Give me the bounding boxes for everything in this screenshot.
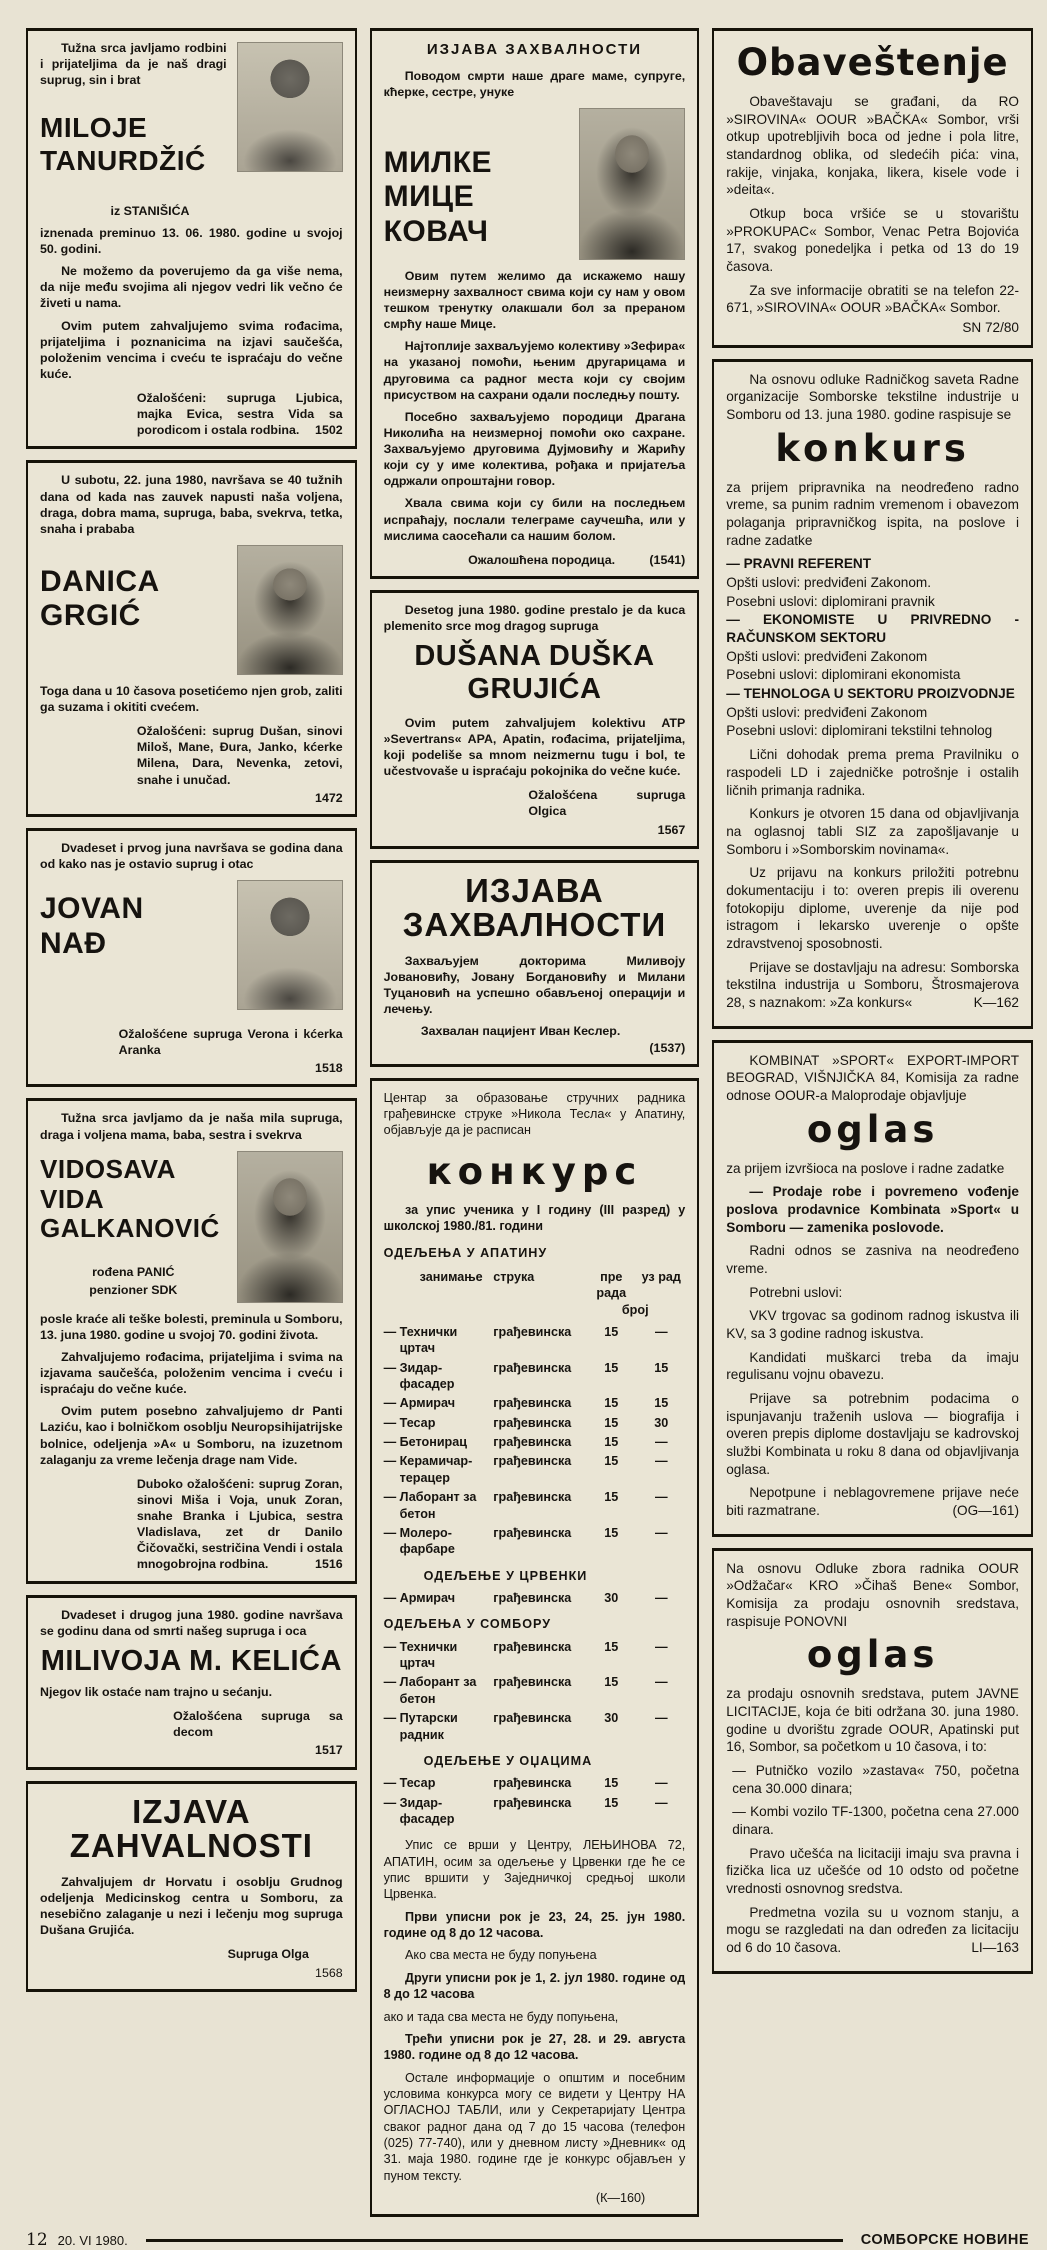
notice-title: Obaveštenje xyxy=(736,41,1009,84)
auction-item: — Putničko vozilo »zastava« 750, početna cena 30.000 dinara; xyxy=(732,1763,1019,1796)
obituary-text: posle kraće ali teške bolesti, preminula u Somboru, 13. juna 1980. godine u svojoj 70. godini života. xyxy=(40,1311,343,1342)
mourners-signature: Ožalošćeni: suprug Dušan, sinovi Miloš, Mane, Đura, Janko, kćerke Milena, Dara, Nevenka, zetovi, snahe i unučad. xyxy=(136,724,343,787)
table-row: — Технички цртач грађевинска 15 — xyxy=(383,1324,668,1356)
ad-text: Uz prijavu na konkurs priložiti potrebnu dokumentaciju i to: overen prepis ili overenu fotokopiju diplome, uverenje da nije pod istragom i lekarsko uverenje o opšte zdravstvenoj sposobnosti. xyxy=(726,865,1019,951)
job-ad-kombinat-sport xyxy=(712,1040,1033,1537)
ad-text: VKV trgovac sa godinom radnog iskustva ili KV, sa 3 godine radnog iskustva. xyxy=(726,1308,1019,1341)
ad-text: Ако сва места не буду попуњена xyxy=(405,1948,597,1963)
ad-text: Nepotpune i neblagovremene prijave neće biti razmatrane. (OG—161) xyxy=(726,1485,1019,1518)
ad-text: Остале информације о општим и посебним условима конкурса могу се видети у Центру НА ОГЛАСНОЈ ТАБЛИ, или у Секретаријату Центра сваког радног дана од 7 до 15 часова (телефон (025) 77-740), или у дневном листу »Дневник« од 31. маја 1980. године где је конкурс објављен у пуном тексту. xyxy=(383,2070,686,2183)
table-row: — Керамичар-терацер грађевинска 15 — xyxy=(383,1454,668,1485)
table-sombor xyxy=(384,1639,686,1743)
job-conditions: Opšti uslovi: predviđeni Zakonom xyxy=(726,704,928,720)
obituary-vidosava-galkanovic xyxy=(26,1098,357,1583)
auction-item: — Kombi vozilo TF-1300, početna cena 27.000 dinara. xyxy=(732,1804,1019,1838)
issue-date: 20. VI 1980. xyxy=(57,2232,128,2248)
ad-number: SN 72/80 xyxy=(962,320,1019,336)
origin-line: iz STANIŠIĆA xyxy=(110,203,190,218)
statement-text: Хвала свима који су били на последњем испраћају, послали телеграме саучешћа, или у мислима саосећали са нашим болом. xyxy=(383,496,686,543)
section-heading-odzaci: ОДЕЉЕЊЕ У ОЏАЦИМА xyxy=(423,1753,593,1768)
col-header-with-work: уз рад xyxy=(641,1269,681,1284)
ad-text: Kandidati muškarci treba da imaju regulisanu vojnu obavezu. xyxy=(726,1349,1019,1383)
ad-number: (OG—161) xyxy=(952,1503,1019,1518)
newspaper-name: СОМБОРСКЕ НОВИНЕ xyxy=(860,2232,1029,2249)
ad-text-bold: Трећи уписни рок је 27, 28. и 29. августа 1980. године од 8 до 12 часова. xyxy=(383,2031,686,2063)
ad-text-bold: Други уписни рок је 1, 2. јул 1980. године од 8 до 12 часова xyxy=(383,1970,686,2002)
obituary-intro: Dvadeset i drugog juna 1980. godine navršava se godinu dana od smrti našeg supruga i oca xyxy=(40,1607,343,1638)
obituary-jovan-nadj xyxy=(26,828,357,1088)
portrait-photo-milka xyxy=(579,108,685,260)
table-row: — Зидар-фасадер грађевинска 15 15 xyxy=(383,1360,669,1392)
table-row: — Лаборант за бетон грађевинска 15 — xyxy=(383,1490,668,1521)
job-conditions: Opšti uslovi: predviđeni Zakonom xyxy=(726,648,928,664)
ad-text: Predmetna vozila su u voznom stanju, a mogu se razgledati na dan određen za licitaciju od 6 do 10 časova. LI—163 xyxy=(726,1904,1019,1956)
job-competition-textile xyxy=(712,359,1033,1029)
notice-text: Obaveštavaju se građani, da RO »SIROVINA« OOUR »BAČKA« Sombor, vrši otkup upotrebljivih boca od jedne i pola litre, standardnog oblika, od sledećih pića: vina, rakije, vinjaka, konjaka, likera, kisele vode i »deita«. xyxy=(726,94,1019,198)
obituary-text: Ovim putem posebno zahvaljujemo dr Panti Laziću, kao i bolničkom osoblju Neuropsihijatrijske bolnice, odeljenja »A« u Somboru, na izuzetnom zalaganju za vreme lečenja drage nam Vide. xyxy=(40,1404,343,1467)
table-row: — Бетонирац грађевинска 15 — xyxy=(383,1435,668,1450)
section-heading-crvenka: ОДЕЉЕЊЕ У ЦРВЕНКИ xyxy=(423,1568,588,1583)
ad-number: (1537) xyxy=(649,1040,686,1055)
ad-intro: Na osnovu odluke Radničkog saveta Radne organizacije Somborske tekstilne industrije u Somboru od 13. juna 1980. godine raspisuje se xyxy=(726,371,1019,423)
col-header-number: број xyxy=(621,1302,649,1317)
ad-number: 1502 xyxy=(315,423,343,438)
ad-title: oglas xyxy=(806,1633,939,1677)
deceased-name: MILOJE TANURDŽIĆ xyxy=(40,112,206,176)
obituary-danica-grgic xyxy=(26,460,357,816)
notice-text: Za sve informacije obratiti se na telefon 22-671, »SIROVINA« OOUR »BAČKA« Sombor. xyxy=(726,282,1019,316)
page-footer xyxy=(26,2230,1033,2250)
page-number: 12 xyxy=(26,2230,48,2250)
ad-text: Упис се врши у Центру, ЛЕЊИНОВА 72, АПАТИН, осим за одељење у Црвенки где ће се упис вршити у Заједничкој средњој школи Црвенка. xyxy=(383,1838,686,1902)
notice-text: Otkup boca vršiće se u stovarištu »PROKUPAC« Sombor, Venac Petra Bojovića 17, svakog ponedeljka i petka od 13 do 19 časova. xyxy=(726,206,1019,275)
ad-text: Prijave se dostavljaju na adresu: Somborska tekstilna industrija u Somboru, Štrosmajerova 28, s naznakom: »Za konkurs« K—162 xyxy=(726,959,1019,1010)
statement-text: Захваљујем докторима Миливоју Јовановићу, Јовану Богдановићу и Милани Туцановић на успешно обављеној операцији и лечењу. xyxy=(383,953,686,1017)
deceased-name: MILIVOJA M. KELIĆA xyxy=(40,1644,342,1677)
mourners-signature: Ožalošćeni: supruga Ljubica, majka Evica, sestra Vida sa porodicom i ostala rodbina. 1502 xyxy=(136,391,343,438)
table-header-row2 xyxy=(384,1302,686,1318)
ad-text: Prijave sa potrebnim podacima o ispunjavanju traženih uslova — biografija i overen prepis diplome dostavljaju se kadrovskoj službi Kombinata u roku 8 dana od objavljivanja oglasa. xyxy=(726,1390,1019,1477)
ad-text: za prijem izvršioca na poslove i radne zadatke xyxy=(726,1160,1005,1176)
col-header-occupation: занимање xyxy=(419,1269,483,1284)
ad-title: konkurs xyxy=(775,426,970,470)
footer-rule xyxy=(146,2239,843,2242)
table-crvenka xyxy=(384,1590,686,1606)
col-header-trade: струка xyxy=(493,1269,535,1284)
ad-text: Radni odnos se zasniva na neodređeno vreme. xyxy=(726,1243,1019,1276)
newspaper-page xyxy=(26,28,1033,2228)
statement-text: Zahvaljujem dr Horvatu i osoblju Grudnog odeljenja Medicinskog centra u Somboru, za nesebično zalaganje u nezi i lečenju mog supruga Dušana Grujića. xyxy=(40,1874,343,1938)
deceased-name: DANICA GRGIĆ xyxy=(40,564,159,633)
obituary-intro: Tužna srca javljamo da je naša mila supruga, draga i voljena mama, baba, sestra i svekrva xyxy=(40,1111,343,1142)
ad-number: (К—160) xyxy=(595,2191,646,2206)
ad-number: 1567 xyxy=(657,822,686,837)
maiden-name-line: rođena PANIĆ penzioner SDK xyxy=(89,1265,178,1297)
notice-bottle-buyback xyxy=(712,28,1033,348)
statement-text: Посебно захваљујемо породици Драгана Николића на неизмерној помоћи око сахране. Захваљујемо друговима Дујмовићу и Жарићу који су у име колектива, рођака и пријатеља одржали опроштајни говор. xyxy=(383,409,686,489)
gratitude-statement-grujic xyxy=(26,1781,357,1992)
signature: Ожалошћена породица. (1541) xyxy=(468,552,686,567)
table-row: — Тесар грађевинска 15 30 xyxy=(383,1415,669,1430)
table-row: — Молеро-фарбаре грађевинска 15 — xyxy=(383,1525,668,1557)
section-heading-apatin: ОДЕЉЕЊА У АПАТИНУ xyxy=(383,1245,548,1260)
deceased-name: DUŠANA DUŠKA GRUJIĆA xyxy=(414,640,655,706)
job-item: — TEHNOLOGA U SEKTORU PROIZVODNJE xyxy=(726,686,1015,702)
mourners-signature: Ožalošćene supruga Verona i kćerka Aranka xyxy=(118,1027,343,1058)
statement-text: Најтоплије захваљујемо колективу »Зефира« на указаној помоћи, њеним другарицама и друговима са радног места који су својим присуством на сахрани одали последњу пошту. xyxy=(383,339,686,402)
portrait-photo-miloje xyxy=(237,42,343,172)
ad-number: 1516 xyxy=(315,1557,343,1572)
ad-text: Konkurs je otvoren 15 dana od objavljivanja na oglasnoj tabli SIZ za zapošljavanje u Somboru i »Somborskim novinama«. xyxy=(726,806,1019,857)
ad-number: 1472 xyxy=(315,790,343,805)
obituary-intro: Dvadeset i prvog juna navršava se godina dana od kako nas je ostavio suprug i otac xyxy=(40,840,343,871)
job-item: — EKONOMISTE U PRIVREDNO - RAČUNSKOM SEKTORU xyxy=(726,612,1019,646)
deceased-name: JOVAN NAĐ xyxy=(40,892,144,960)
ad-text-bold: — Prodaje robe i povremeno vođenje poslova prodavnice Kombinata »Sport« u Somboru — zamenika poslovode. xyxy=(726,1184,1019,1235)
auction-ad-odzacar xyxy=(712,1548,1033,1974)
obituary-milivoja-kelic xyxy=(26,1595,357,1770)
obituary-miloje-tanurdzic xyxy=(26,28,357,449)
statement-title: ИЗЈАВА ЗАХВАЛНОСТИ xyxy=(402,871,667,944)
table-apatin xyxy=(384,1324,686,1558)
obituary-text: Zahvaljujemo rođacima, prijateljima i svima na izjavama saučešća, položenim vencima i cveću i ispraćaju do večne kuće. xyxy=(40,1349,343,1397)
ad-text: Pravo učešća na licitaciji imaju sva pravna i fizička lica uz učešće od 10 odsto od početne vrednosti osnovnog sredstva. xyxy=(726,1845,1019,1897)
gratitude-statement-kesler xyxy=(370,860,700,1067)
table-odzaci xyxy=(384,1775,686,1827)
obituary-text: Ovim putem zahvaljujem kolektivu ATP »Severtrans« APA, Apatin, rođacima, prijateljima, koji podeliše sa mnom neizmernu tugu i bol, te učestvovaše u ispraćaju pokojnika do večne kuće. xyxy=(383,715,686,779)
table-row: — Армирач грађевинска 15 15 xyxy=(383,1396,669,1411)
statement-signature-line: Захвалан пацијент Иван Кеслер. (1537) xyxy=(420,1024,686,1055)
statement-title: IZJAVA ZAHVALNOSTI xyxy=(69,1792,313,1865)
job-item: — PRAVNI REFERENT xyxy=(726,556,872,572)
table-row: — Тесар грађевинска 15 — xyxy=(383,1776,668,1791)
job-conditions: Posebni uslovi: diplomirani tekstilni tehnolog xyxy=(726,723,993,739)
gratitude-statement-kovac xyxy=(370,28,700,579)
ad-subtitle: за упис ученика у I годину (III разред) у школској 1980./81. години xyxy=(383,1202,686,1234)
ad-number: (1541) xyxy=(649,552,686,567)
table-row: — Путарски радник грађевинска 30 — xyxy=(383,1711,668,1742)
ad-intro: Центар за образовање стручних радника грађевинске струке »Никола Тесла« у Апатину, објављује да је расписан xyxy=(383,1090,686,1138)
job-conditions: Opšti uslovi: predviđeni Zakonom. xyxy=(726,575,932,591)
mourners-signature: Ožalošćena supruga sa decom xyxy=(173,1709,343,1740)
right-column xyxy=(712,28,1033,2228)
school-competition-ad xyxy=(370,1078,700,2218)
ad-text: za prodaju osnovnih sredstava, putem JAVNE LICITACIJE, koja će biti održana 30. juna 1980. godine u dvorištu zgrade OOUR, Apatinski put 16, Sombor, sa početkom u 10 časova, i to: xyxy=(726,1686,1019,1755)
obituary-text: Ne možemo da poverujemo da ga više nema, da nije među svojima ali njegov vedri lik večno će živeti u nama. xyxy=(40,264,343,311)
table-header-row1 xyxy=(384,1269,686,1302)
table-row: — Технички цртач грађевинска 15 — xyxy=(383,1639,668,1671)
obituary-text: Toga dana u 10 časova posetićemo njen grob, zaliti ga suzama i okititi cvećem. xyxy=(40,683,343,714)
job-conditions: Posebni uslovi: diplomirani ekonomista xyxy=(726,667,961,683)
middle-column xyxy=(370,28,700,2228)
statement-intro: Поводом смрти наше драге маме, супруге, кћерке, сестре, унуке xyxy=(383,68,686,99)
obituary-dusan-grujic xyxy=(370,590,700,849)
ad-intro: KOMBINAT »SPORT« EXPORT-IMPORT BEOGRAD, VIŠNJIČKA 84, Komisija za radne odnose OOUR-a Maloprodaje objavljuje xyxy=(726,1052,1019,1103)
ad-title: oglas xyxy=(806,1107,939,1151)
mourners-signature: Ožalošćena supruga Olgica xyxy=(528,788,686,819)
obituary-text: Njegov lik ostaće nam trajno u sećanju. xyxy=(40,1685,273,1700)
ad-intro: Na osnovu Odluke zbora radnika OOUR »Odžačar« KRO »Čihaš Bene« Sombor, Komisija za prodaju osnovnih sredstava, raspisuje PONOVNI xyxy=(726,1560,1019,1629)
ad-text: za prijem pripravnika na neodređeno radno vreme, sa punim radnim vremenom i obavezom polaganja pripravničkog ispita, na poslove i radne zadatke xyxy=(726,479,1019,548)
ad-number: 1568 xyxy=(315,1965,343,1980)
left-column xyxy=(26,28,357,2228)
ad-text-bold: Први уписни рок је 23, 24, 25. јун 1980. године од 8 до 12 часова. xyxy=(383,1909,686,1941)
table-row: — Армирач грађевинска 30 — xyxy=(383,1590,668,1605)
ad-number: 1517 xyxy=(315,1743,343,1758)
obituary-text: iznenada preminuo 13. 06. 1980. godine u svojoj 50. godini. xyxy=(40,225,343,256)
portrait-photo-vidosava xyxy=(237,1151,343,1303)
ad-text: Potrebni uslovi: xyxy=(749,1284,843,1300)
obituary-text: Ovim putem zahvaljujemo svima rođacima, prijateljima i poznanicima na izjavi saučešća, položenim vencima i cveću te ispraćaju do večne kuće. xyxy=(40,318,343,381)
col-header-before-work: пре рада xyxy=(596,1269,627,1301)
table-row: — Зидар-фасадер грађевинска 15 — xyxy=(383,1795,668,1826)
signature: Supruga Olga xyxy=(227,1947,309,1962)
ad-text: ако и тада сва места не буду попуњена, xyxy=(383,2009,619,2024)
obituary-intro: Tužna srca javljamo rodbini i prijateljima da je naš dragi suprug, sin i brat xyxy=(40,41,227,88)
job-conditions: Posebni uslovi: diplomirani pravnik xyxy=(726,593,935,609)
obituary-intro: Desetog juna 1980. godine prestalo je da kuca plemenito srce mog dragog supruga xyxy=(383,602,686,633)
ad-number: LI—163 xyxy=(971,1940,1019,1956)
statement-title: ИЗЈАВА ЗАХВАЛНОСТИ xyxy=(426,41,643,58)
deceased-name: МИЛКЕ МИЦЕ КОВАЧ xyxy=(383,145,493,248)
ad-text: Lični dohodak prema prema Pravilniku o raspodeli LD i zajedničke potrošnje i ostalih ličnih primanja radnika. xyxy=(726,747,1019,798)
deceased-name: VIDOSAVA VIDA GALKANOVIĆ xyxy=(40,1153,220,1244)
portrait-photo-danica xyxy=(237,545,343,675)
ad-number: 1518 xyxy=(315,1061,343,1076)
obituary-intro: U subotu, 22. juna 1980, navršava se 40 tužnih dana od kada nas zauvek napusti naša voljena, draga, dobra mama, supruga, baba, svekrva, tetka, snaha i prababa xyxy=(40,473,343,536)
section-heading-sombor: ОДЕЉЕЊА У СОМБОРУ xyxy=(383,1617,552,1632)
ad-number: K—162 xyxy=(973,994,1019,1010)
mourners-signature: Duboko ožalošćeni: suprug Zoran, sinovi Miša i Voja, unuk Zoran, snahe Branka i Ljubica, sestra Vladislava, zet dr Danilo Čičovački, sestričina Vendi i ostala mnogobrojna rodbina. 1516 xyxy=(136,1476,343,1572)
portrait-photo-jovan xyxy=(237,880,343,1010)
table-row: — Лаборант за бетон грађевинска 15 — xyxy=(383,1675,668,1706)
ad-title: конкурс xyxy=(426,1149,643,1193)
statement-text: Овим путем желимо да искажемо нашу неизмерну захвалност свима који су нам у овом тешком тренутку олакшали бол за прераном смрћу наше Мице. xyxy=(383,268,686,332)
